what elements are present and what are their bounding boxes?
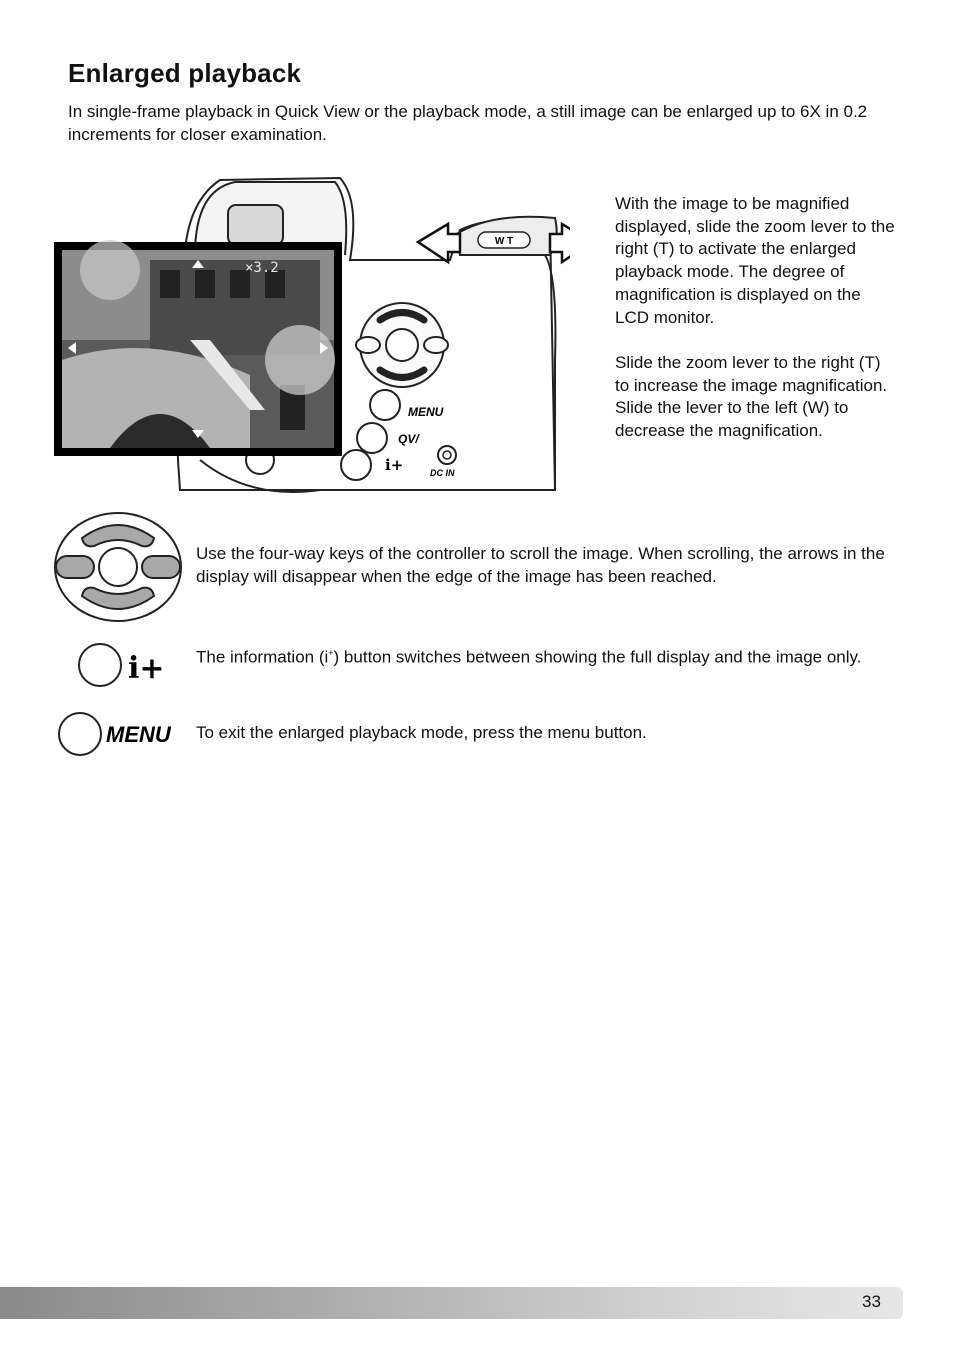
menu-paragraph: To exit the enlarged playback mode, press the menu button.	[196, 723, 647, 742]
controller-icon	[52, 510, 184, 624]
footer-bar	[0, 1287, 903, 1319]
qv-button-illustration	[357, 423, 387, 453]
info-label: i+	[385, 456, 404, 474]
magnification-readout: ×3.2	[245, 260, 279, 276]
side-paragraph-1: With the image to be magnified displayed, slide the zoom lever to the right (T) to activate the enlarged playback mode. The degree of magnification is displayed on the LCD monitor.	[615, 194, 895, 327]
lcd-monitor	[54, 240, 342, 456]
menu-icon-label: MENU	[106, 722, 171, 747]
info-text-sup: +	[328, 648, 334, 658]
side-text	[615, 193, 895, 465]
zoom-lever-label: W T	[494, 236, 514, 247]
qv-label: QV/	[398, 432, 419, 446]
menu-button-illustration	[370, 390, 400, 420]
info-paragraph	[196, 642, 896, 669]
intro-paragraph: In single-frame playback in Quick View or the playback mode, a still image can be enlarged up to 6X in 0.2 increments for closer examination.	[68, 102, 868, 144]
menu-label: MENU	[408, 405, 444, 419]
side-paragraph-2: Slide the zoom lever to the right (T) to increase the image magnification. Slide the lever to the left (W) to decrease the magnification.	[615, 352, 888, 441]
info-text-before: The information (i	[196, 647, 329, 667]
info-icon-label: i+	[128, 651, 165, 686]
info-text-after: ) button switches between showing the full display and the image only.	[333, 647, 862, 667]
zoom-lever	[455, 217, 557, 255]
menu-button-icon	[56, 710, 181, 758]
page-number: 33	[862, 1292, 881, 1311]
camera-illustration	[50, 160, 570, 505]
info-button-illustration	[341, 450, 371, 480]
controller-paragraph: Use the four-way keys of the controller to scroll the image. When scrolling, the arrows in the display will disappear when the edge of the image has been reached.	[196, 544, 885, 586]
page-title: Enlarged playback	[68, 58, 302, 88]
info-button-icon	[76, 640, 166, 690]
dc-in-label: DC IN	[430, 468, 455, 478]
